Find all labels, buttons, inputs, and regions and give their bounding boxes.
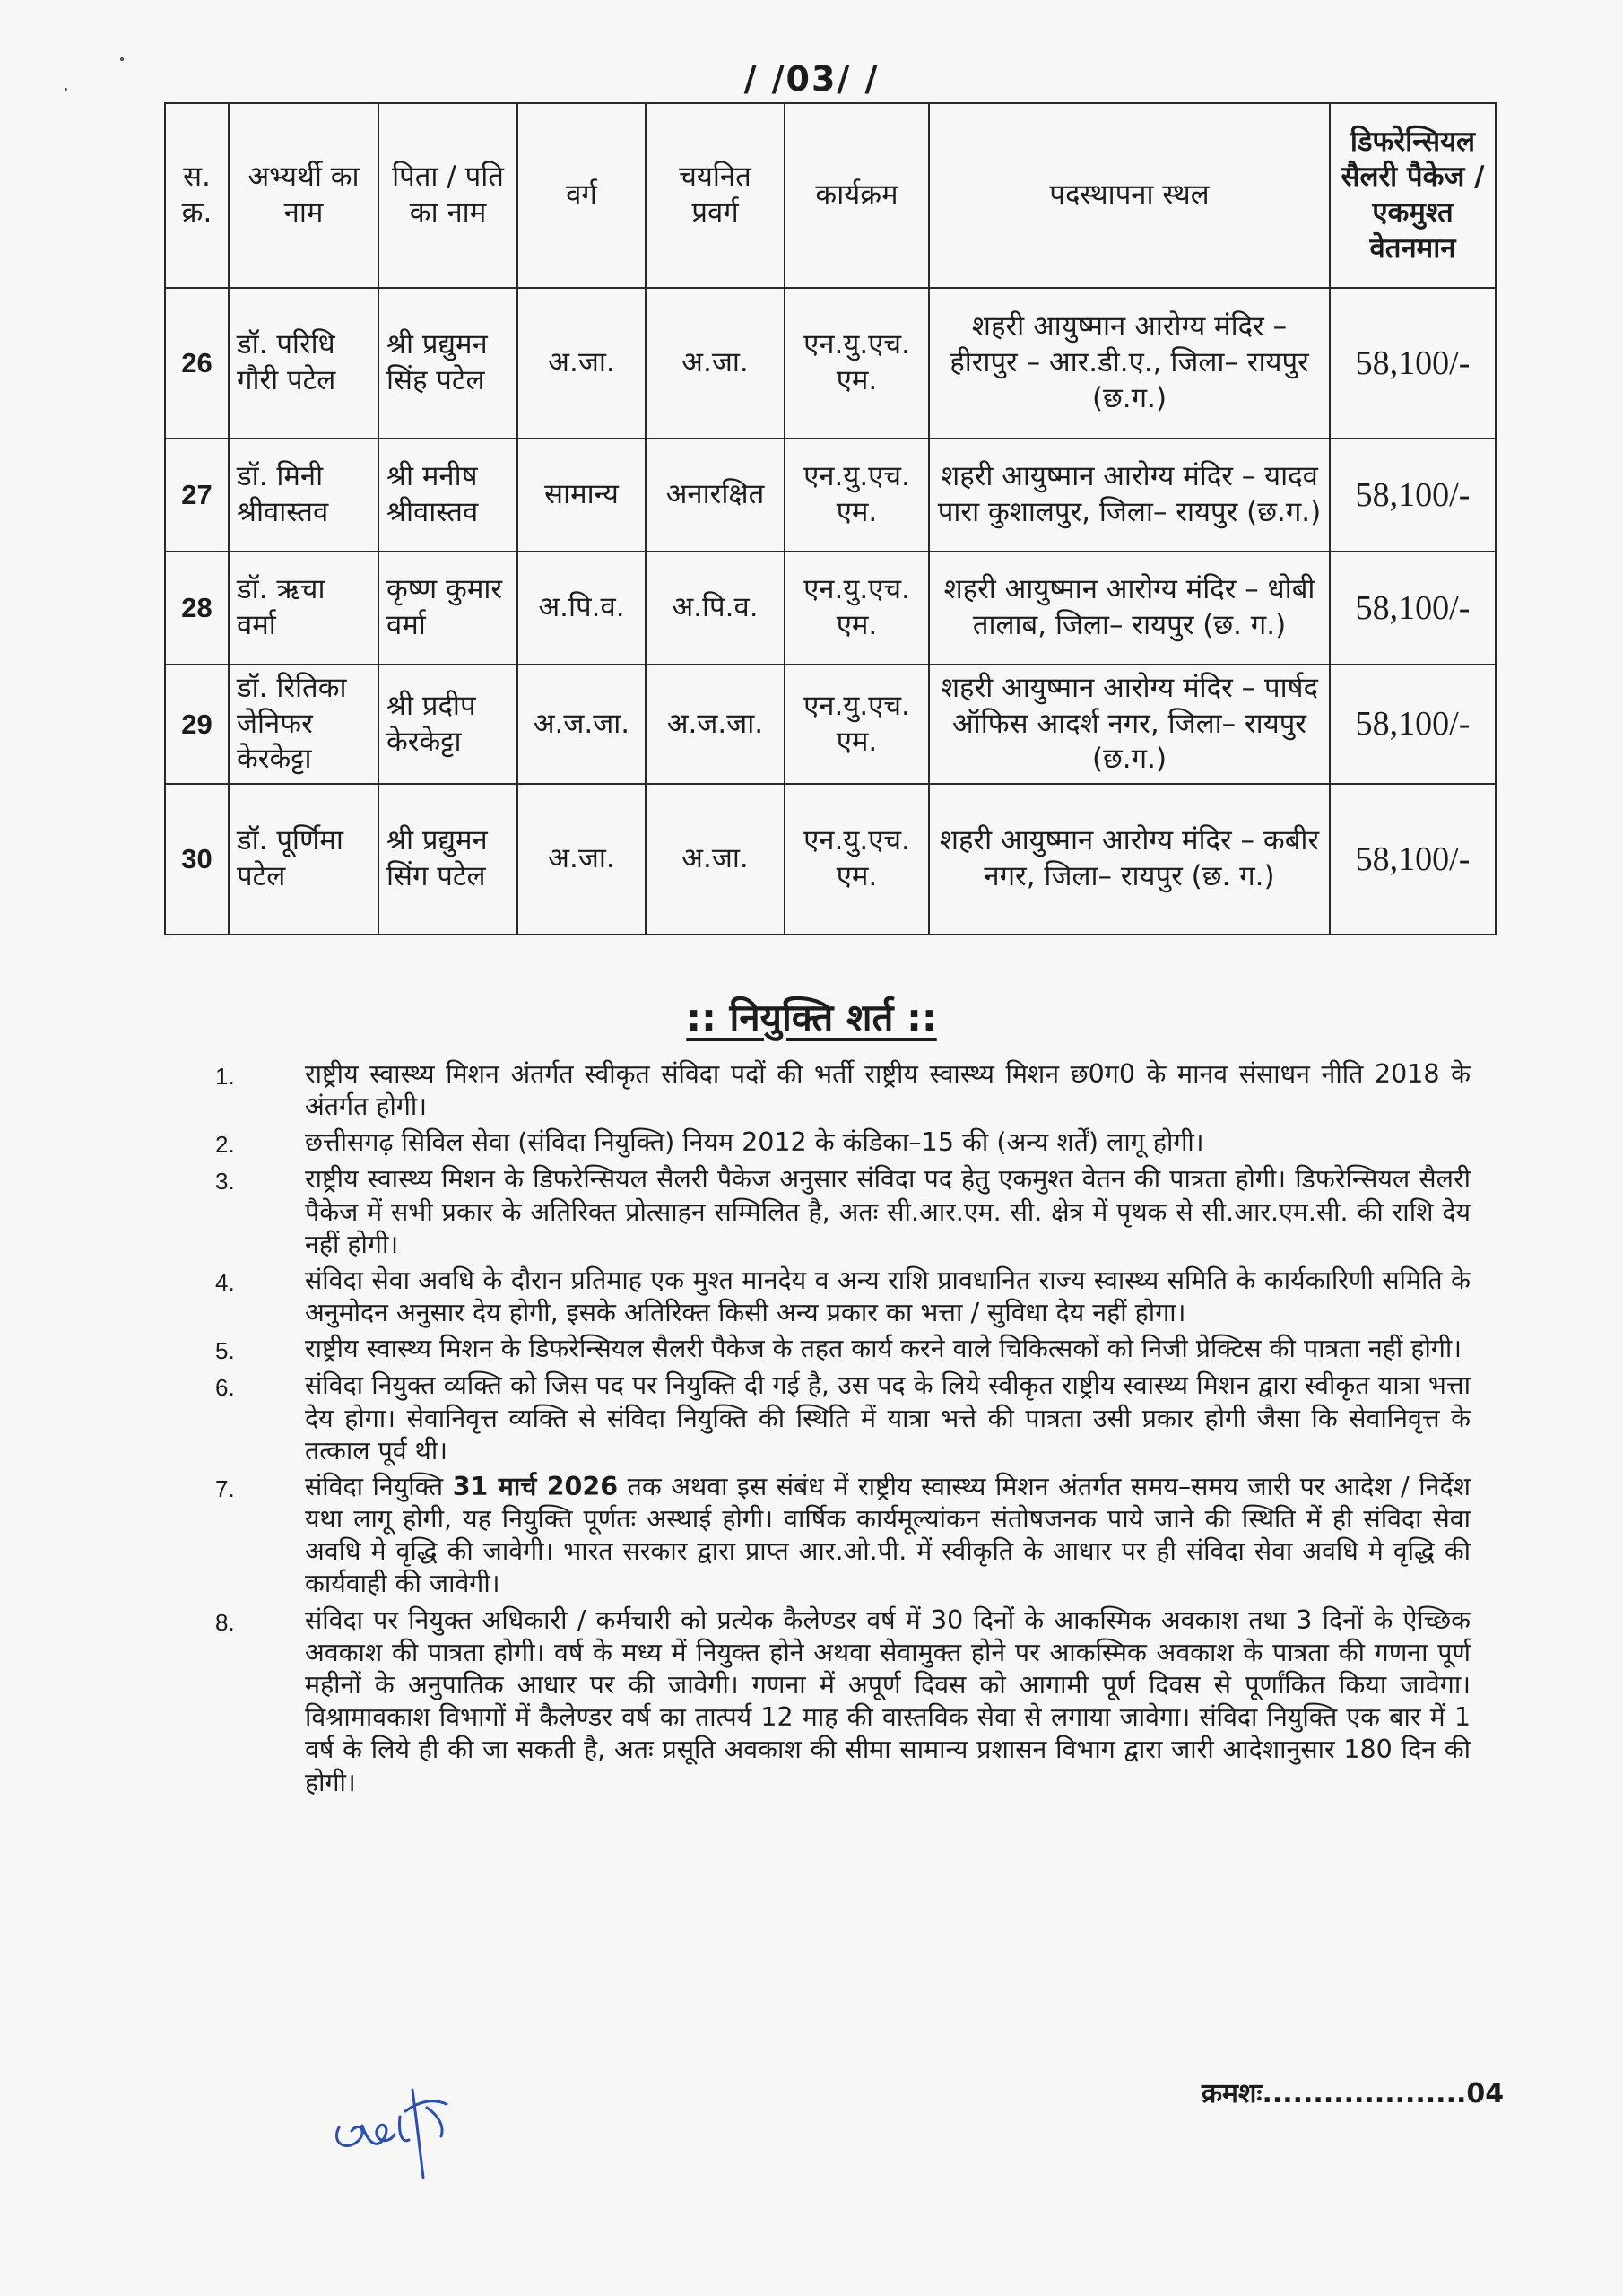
cell-name: डॉ. मिनी श्रीवास्तव: [229, 439, 378, 552]
condition-text-lead: संविदा नियुक्ति: [305, 1471, 453, 1501]
cell-name: डॉ. ऋचा वर्मा: [229, 552, 378, 665]
appointment-table: [164, 102, 1497, 935]
condition-number: 1.: [215, 1063, 235, 1090]
cell-program: एन.यु.एच. एम.: [785, 552, 929, 665]
cell-sno: 26: [165, 288, 229, 439]
cell-name: डॉ. पूर्णिमा पटेल: [229, 784, 378, 935]
cell-posting: शहरी आयुष्मान आरोग्य मंदिर – कबीर नगर, जिला– रायपुर (छ. ग.): [929, 784, 1330, 935]
condition-text: [305, 1471, 1471, 1601]
condition-text: राष्ट्रीय स्वास्थ्य मिशन के डिफरेन्सियल सैलरी पैकेज के तहत कार्य करने वाले चिकित्सकों को निजी प्रेक्टिस की पात्रता नहीं होगी।: [305, 1334, 1462, 1364]
signature-image: [323, 2063, 466, 2188]
header-posting: पदस्थापना स्थल: [929, 103, 1330, 288]
cell-father: श्री प्रद्युमन सिंग पटेल: [378, 784, 517, 935]
header-program: कार्यक्रम: [785, 103, 929, 288]
cell-sno: 28: [165, 552, 229, 665]
cell-sno: 29: [165, 665, 229, 784]
header-father: पिता / पति का नाम: [378, 103, 517, 288]
continuation-note: क्रमशः....................04: [1202, 2078, 1505, 2109]
table-header-row: [165, 103, 1496, 288]
condition-number: 6.: [215, 1374, 235, 1402]
condition-number: 8.: [215, 1608, 235, 1636]
condition-text: राष्ट्रीय स्वास्थ्य मिशन अंतर्गत स्वीकृत संविदा पदों की भर्ती राष्ट्रीय स्वास्थ्य मिशन छ0ग0 के मानव संसाधन नीति 2018 के अंतर्गत होगी।: [305, 1059, 1471, 1122]
cell-father: श्री मनीष श्रीवास्तव: [378, 439, 517, 552]
condition-item: [215, 1333, 1471, 1366]
header-category: वर्ग: [517, 103, 646, 288]
cell-program: एन.यु.एच. एम.: [785, 288, 929, 439]
cell-posting: शहरी आयुष्मान आरोग्य मंदिर – यादव पारा कुशालपुर, जिला– रायपुर (छ.ग.): [929, 439, 1330, 552]
cell-posting: शहरी आयुष्मान आरोग्य मंदिर – पार्षद ऑफिस आदर्श नगर, जिला– रायपुर (छ.ग.): [929, 665, 1330, 784]
table-row: [165, 552, 1496, 665]
cell-posting: शहरी आयुष्मान आरोग्य मंदिर – धोबी तालाब, जिला– रायपुर (छ. ग.): [929, 552, 1330, 665]
cell-father: कृष्ण कुमार वर्मा: [378, 552, 517, 665]
cell-program: एन.यु.एच. एम.: [785, 665, 929, 784]
cell-salary: 58,100/-: [1330, 552, 1496, 665]
condition-number: 7.: [215, 1474, 235, 1502]
condition-item: [215, 1058, 1471, 1123]
table-row: [165, 288, 1496, 439]
page-number: / /03/ /: [743, 59, 880, 99]
condition-item: [215, 1605, 1471, 1799]
cell-selected-category: अनारक्षित: [646, 439, 785, 552]
table-row: [165, 784, 1496, 935]
header-sno: स. क्र.: [165, 103, 229, 288]
cell-salary: 58,100/-: [1330, 784, 1496, 935]
cell-category: अ.पि.व.: [517, 552, 646, 665]
header-selected-category: चयनित प्रवर्ग: [646, 103, 785, 288]
cell-selected-category: अ.जा.: [646, 784, 785, 935]
header-name: अभ्यर्थी का नाम: [229, 103, 378, 288]
cell-father: श्री प्रद्युमन सिंह पटेल: [378, 288, 517, 439]
cell-selected-category: अ.जा.: [646, 288, 785, 439]
cell-category: सामान्य: [517, 439, 646, 552]
cell-salary: 58,100/-: [1330, 665, 1496, 784]
cell-salary: 58,100/-: [1330, 439, 1496, 552]
table-row: [165, 665, 1496, 784]
condition-item: [215, 1265, 1471, 1329]
cell-category: अ.जा.: [517, 288, 646, 439]
condition-item: [215, 1471, 1471, 1601]
header-salary: डिफरेन्सियल सैलरी पैकेज / एकमुश्त वेतनमान: [1330, 103, 1496, 288]
cell-name: डॉ. परिधि गौरी पटेल: [229, 288, 378, 439]
condition-number: 2.: [215, 1131, 235, 1159]
condition-text: संविदा सेवा अवधि के दौरान प्रतिमाह एक मुश्त मानदेय व अन्य राशि प्रावधानित राज्य स्वास्थ्य समिति के कार्यकारिणी समिति के अनुमोदन अनुसार देय होगी, इसके अतिरिक्त किसी अन्य प्रकार का भत्ता / सुविधा देय नहीं होगा।: [305, 1265, 1471, 1328]
cell-selected-category: अ.पि.व.: [646, 552, 785, 665]
conditions-list: [215, 1058, 1471, 1803]
cell-program: एन.यु.एच. एम.: [785, 784, 929, 935]
table-row: [165, 439, 1496, 552]
condition-number: 5.: [215, 1337, 235, 1365]
condition-text-rest: तक अथवा इस संबंध में राष्ट्रीय स्वास्थ्य मिशन अंतर्गत समय–समय जारी पर आदेश / निर्देश यथा लागू होगी, यह नियुक्ति पूर्णतः अस्थाई होगी। वार्षिक कार्यमूल्यांकन संतोषजनक पाये जाने की स्थिति में ही संविदा सेवा अवधि मे वृद्धि की जावेगी। भारत सरकार द्वारा प्राप्त आर.ओ.पी. में स्वीकृति के आधार पर ही संविदा सेवा अवधि मे वृद्धि की कार्यवाही की जावेगी।: [305, 1471, 1471, 1599]
condition-text: संविदा पर नियुक्त अधिकारी / कर्मचारी को प्रत्येक कैलेण्डर वर्ष में 30 दिनों के आकस्मिक अवकाश तथा 3 दिनों के ऐच्छिक अवकाश की पात्रता होगी। वर्ष के मध्य में नियुक्त होने अथवा सेवामुक्त होने पर आकस्मिक अवकाश के पात्रता की गणना पूर्ण महीनों के अनुपातिक आधार पर की जावेगी। गणना में अपूर्ण दिवस को आगामी पूर्ण दिवस से पूर्णांकित किया जावेगा। विश्रामावकाश विभागों में कैलेण्डर वर्ष का तात्पर्य 12 माह की वास्तविक सेवा से लगाया जावेगा। संविदा नियुक्ति एक बार में 1 वर्ष के लिये ही की जा सकती है, अतः प्रसूति अवकाश की सीमा सामान्य प्रशासन विभाग द्वारा जारी आदेशानुसार 180 दिन की होगी।: [305, 1605, 1471, 1797]
condition-item: [215, 1163, 1471, 1261]
cell-selected-category: अ.ज.जा.: [646, 665, 785, 784]
cell-sno: 27: [165, 439, 229, 552]
conditions-heading: :: नियुक्ति शर्त ::: [686, 996, 937, 1039]
condition-number: 3.: [215, 1168, 235, 1196]
condition-item: [215, 1370, 1471, 1467]
condition-number: 4.: [215, 1268, 235, 1296]
cell-category: अ.जा.: [517, 784, 646, 935]
cell-name: डॉ. रितिका जेनिफर केरकेट्टा: [229, 665, 378, 784]
cell-sno: 30: [165, 784, 229, 935]
condition-item: [215, 1126, 1471, 1160]
cell-category: अ.ज.जा.: [517, 665, 646, 784]
cell-salary: 58,100/-: [1330, 288, 1496, 439]
deadline-date: 31 मार्च 2026: [452, 1471, 619, 1501]
condition-text: संविदा नियुक्त व्यक्ति को जिस पद पर नियुक्ति दी गई है, उस पद के लिये स्वीकृत राष्ट्रीय स्वास्थ्य मिशन द्वारा स्वीकृत यात्रा भत्ता देय होगा। सेवानिवृत्त व्यक्ति से संविदा नियुक्ति की स्थिति में यात्रा भत्ते की पात्रता उसी प्रकार होगी जैसा कि सेवानिवृत्त के तत्काल पूर्व थी।: [305, 1370, 1471, 1465]
cell-program: एन.यु.एच. एम.: [785, 439, 929, 552]
cell-father: श्री प्रदीप केरकेट्टा: [378, 665, 517, 784]
condition-text: राष्ट्रीय स्वास्थ्य मिशन के डिफरेन्सियल सैलरी पैकेज अनुसार संविदा पद हेतु एकमुश्त वेतन की पात्रता होगी। डिफरेन्सियल सैलरी पैकेज में सभी प्रकार के अतिरिक्त प्रोत्साहन सम्मिलित है, अतः सी.आर.एम. सी. क्षेत्र में पृथक से सी.आर.एम.सी. की राशि देय नहीं होगी।: [305, 1164, 1471, 1259]
cell-posting: शहरी आयुष्मान आरोग्य मंदिर – हीरापुर – आर.डी.ए., जिला– रायपुर (छ.ग.): [929, 288, 1330, 439]
condition-text: छत्तीसगढ़ सिविल सेवा (संविदा नियुक्ति) नियम 2012 के कंडिका–15 की (अन्य शर्तें) लागू होगी।: [305, 1127, 1204, 1158]
